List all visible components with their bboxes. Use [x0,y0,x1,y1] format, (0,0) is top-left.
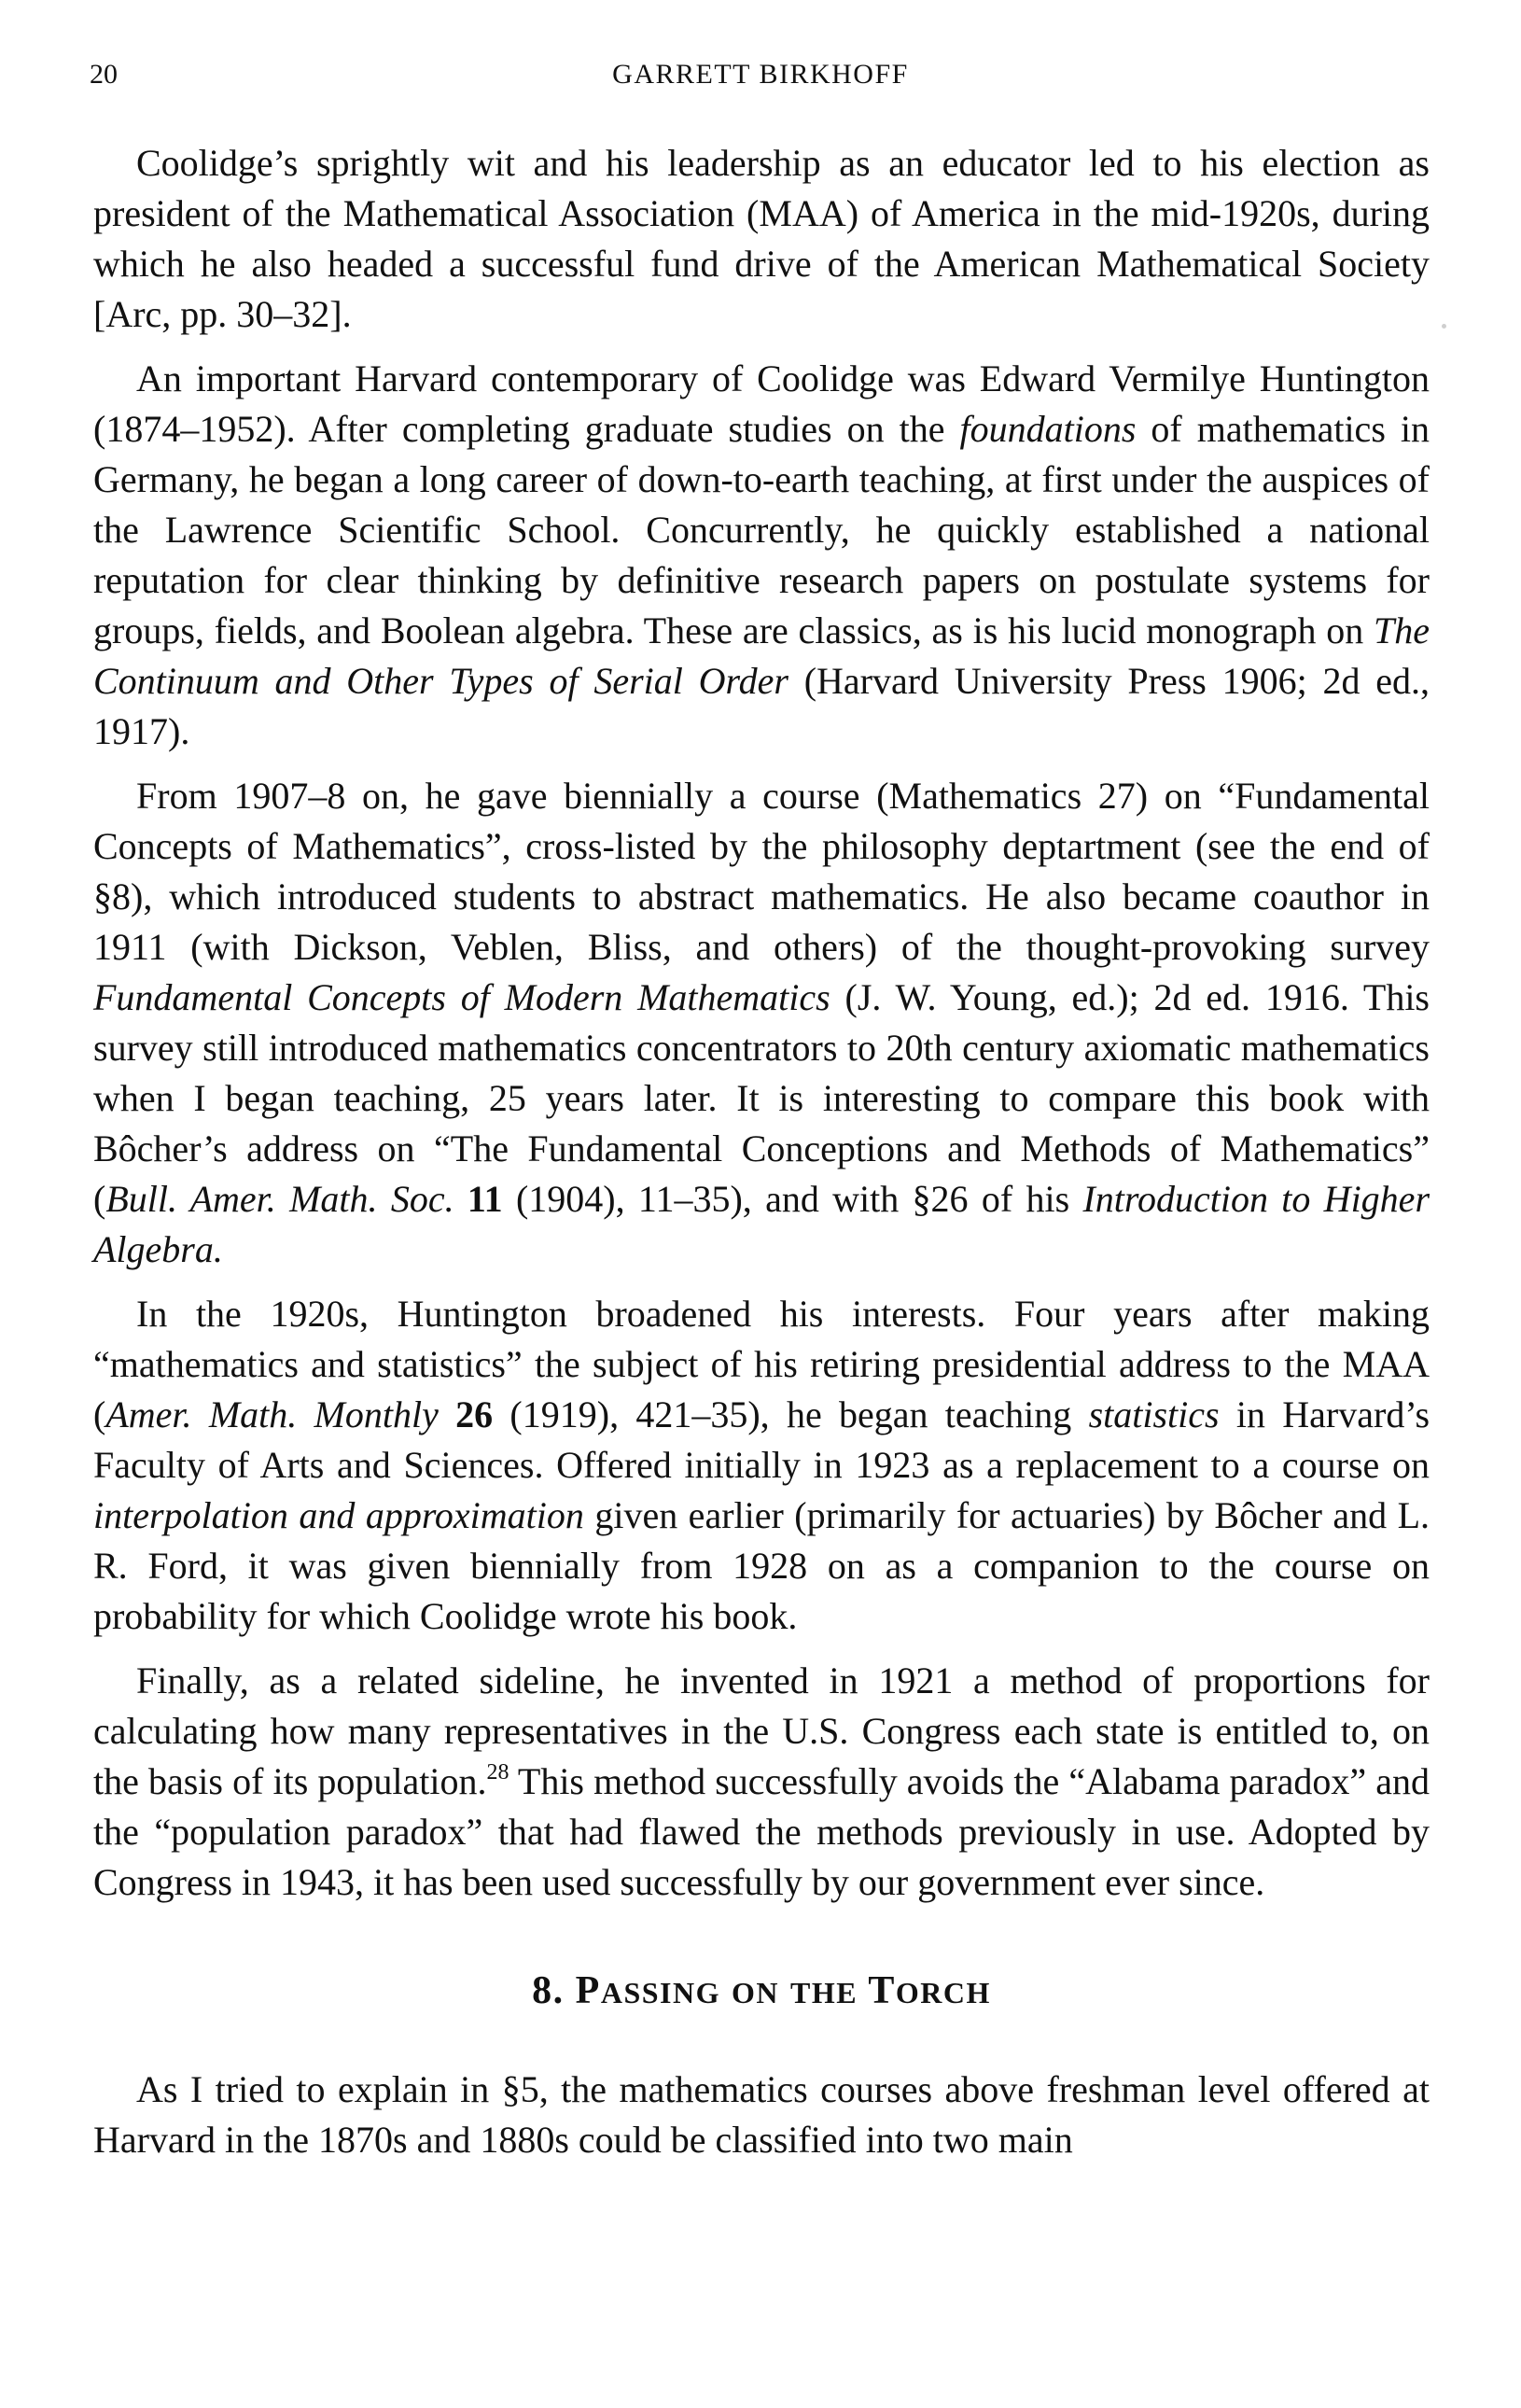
paragraph-coolidge: Coolidge’s sprightly wit and his leadership as an educator led to his election as president of the Mathematical Association (MAA) of America in the mid-1920s, during which he also headed a successful fund drive of the American Mathematical Society [Arc, pp. 30–32]. [93,142,1430,335]
book-title-fundamental-concepts: Fundamental Concepts of Modern Mathematics [93,976,830,1018]
book-title-continuum: The Continuum and Other Types of Serial Order [93,609,1430,702]
volume-11: 11 [467,1178,503,1220]
section-heading: 8. PASSING ON THE TORCH [532,1969,991,2012]
journal-monthly: Amer. Math. Monthly [105,1393,439,1435]
paragraph-statistics: In the 1920s, Huntington broadened his interests. Four years after making “mathematics and statistics” the subject of his retiring presidential address to the MAA (Amer. Math. Monthly 26 (1919), 421–35), he began teaching statistics in Harvard’s Faculty of Arts and Sciences. Offered initially in 1923 as a replacement to a course on interpolation and approximation given earlier (primarily for actuaries) by Bôcher and L. R. Ford, it was given biennially from 1928 on as a companion to the course on probability for which Coolidge wrote his book. [93,1293,1430,1637]
italic-interpolation: interpolation and approximation [93,1494,584,1536]
running-head [90,56,1431,93]
paragraph-huntington-intro: An important Harvard contemporary of Coolidge was Edward Vermilye Huntington (1874–1952). After completing graduate studies on the foundations of mathematics in Germany, he began a long career of down-to-earth teaching, at first under the auspices of the Lawrence Scientific School. Concurrently, he quickly established a national reputation for clear thinking by definitive research papers on postulate systems for groups, fields, and Boolean algebra. These are classics, as is his lucid monograph on The Continuum and Other Types of Serial Order (Harvard University Press 1906; 2d ed., 1917). [93,357,1430,752]
book-title-higher-algebra: Introduction to Higher Algebra. [93,1178,1430,1270]
running-title: GARRETT BIRKHOFF [612,59,909,90]
paragraph-section8-intro: As I tried to explain in §5, the mathematics courses above freshman level offered at Harvard in the 1870s and 1880s could be classified into two main [93,2068,1430,2161]
paragraph-math27: From 1907–8 on, he gave biennially a course (Mathematics 27) on “Fundamental Concepts of Mathematics”, cross-listed by the philosophy deptartment (see the end of §8), which introduced students to abstract mathematics. He also became coauthor in 1911 (with Dickson, Veblen, Bliss, and others) of the thought-provoking survey Fundamental Concepts of Modern Mathematics (J. W. Young, ed.); 2d ed. 1916. This survey still introduced mathematics concentrators to 20th century axiomatic mathematics when I began teaching, 25 years later. It is interesting to compare this book with Bôcher’s address on “The Fundamental Conceptions and Methods of Mathematics” (Bull. Amer. Math. Soc. 11 (1904), 11–35), and with §26 of his Introduction to Higher Algebra. [93,775,1430,1270]
page-number: 20 [90,59,118,90]
volume-26: 26 [455,1393,494,1435]
scan-speck [1442,324,1446,329]
body-text [93,138,1430,2165]
paragraph-apportionment: Finally, as a related sideline, he invented in 1921 a method of proportions for calculating how many representatives in the U.S. Congress each state is entitled to, on the basis of its population.$^{28}$ This method successfully avoids the “Alabama paradox” and the “population paradox” that had flawed the methods previously in use. Adopted by Congress in 1943, it has been used successfully by our government ever since. [93,1659,1430,1903]
italic-foundations: foundations [959,408,1137,450]
journal-bull-ams: Bull. Amer. Math. Soc. [105,1178,454,1220]
footnote-ref-28[interactable]: 28 [486,1760,509,1785]
italic-statistics: statistics [1088,1393,1220,1435]
